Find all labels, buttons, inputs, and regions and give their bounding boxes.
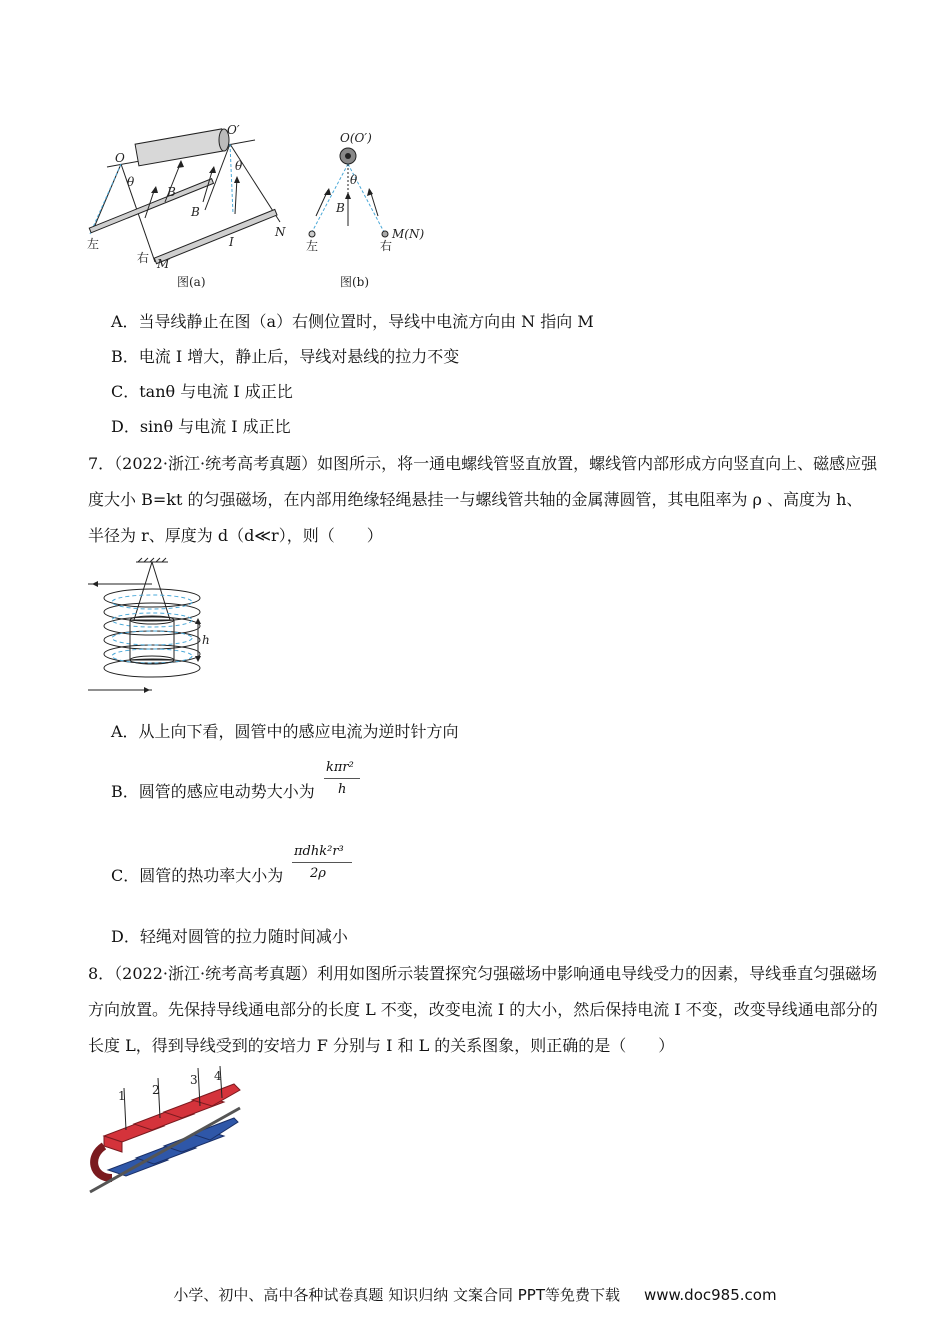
footer-text: 小学、初中、高中各种试卷真题 知识归纳 文案合同 PPT等免费下载 xyxy=(173,1286,620,1304)
label-N: N xyxy=(275,225,286,239)
figure-a xyxy=(85,122,305,290)
solenoid-figure xyxy=(86,558,226,698)
label-theta-1: θ xyxy=(127,175,135,189)
magnets-figure xyxy=(88,1066,248,1200)
label-theta-2: θ xyxy=(235,159,243,173)
q7-option-d: D．轻绳对圆管的拉力随时间减小 xyxy=(111,927,348,946)
label-B-1: B xyxy=(167,185,176,199)
label-O-prime: O′ xyxy=(227,123,240,137)
figure-b-caption: 图(b) xyxy=(340,275,370,289)
label-right-b: 右 xyxy=(380,239,393,253)
q7-option-c: C．圆管的热功率大小为 xyxy=(111,866,284,885)
label-left-b: 左 xyxy=(306,239,319,253)
figure-a-caption: 图(a) xyxy=(177,275,206,289)
label-I: I xyxy=(229,235,234,249)
label-M-N: M(N) xyxy=(392,227,425,241)
magnet-label-3: 3 xyxy=(190,1073,198,1087)
label-O-O-prime: O(O′) xyxy=(340,131,372,145)
magnet-label-4: 4 xyxy=(214,1069,222,1083)
label-O: O xyxy=(115,151,125,165)
q7-c-numerator: πdhk²r³ xyxy=(294,844,344,859)
label-B: B xyxy=(336,201,345,215)
label-h: h xyxy=(202,633,210,647)
q8-stem: 8．（2022·浙江·统考高考真题）利用如图所示装置探究匀强磁场中影响通电导线受力的因素，导线垂直匀强磁场方向放置。先保持导线通电部分的长度 L 不变，改变电流 I 的大小，然后保持电流 I 不变，改变导线通电部分的长度 L，得到导线受到的安培力 F 分别与 I 和 L 的关系图象，则正确的是（ ） xyxy=(88,964,878,1055)
q7-stem: 7．（2022·浙江·统考高考真题）如图所示，将一通电螺线管竖直放置，螺线管内部形成方向竖直向上、磁感应强度大小 B=kt 的匀强磁场，在内部用绝缘轻绳悬挂一与螺线管共轴的金属薄圆管，其电阻率为 ρ 、高度为 h、半径为 r、厚度为 d（d≪r），则（ ） xyxy=(88,454,878,545)
q6-option-d: D．sinθ 与电流 I 成正比 xyxy=(111,417,291,436)
q7-c-fraction-bar xyxy=(292,862,352,863)
label-left: 左 xyxy=(87,237,100,251)
magnet-label-1: 1 xyxy=(118,1089,126,1103)
label-theta: θ xyxy=(350,173,358,187)
q6-option-b: B．电流 I 增大，静止后，导线对悬线的拉力不变 xyxy=(111,347,460,366)
q7-option-a: A．从上向下看，圆管中的感应电流为逆时针方向 xyxy=(111,722,459,741)
label-right: 右 xyxy=(137,251,150,265)
label-B-2: B xyxy=(191,205,200,219)
q7-b-numerator: kπr² xyxy=(326,760,354,775)
page-footer xyxy=(0,1284,950,1305)
q6-option-c: C．tanθ 与电流 I 成正比 xyxy=(111,382,293,401)
footer-link[interactable]: www.doc985.com xyxy=(643,1286,777,1304)
q7-b-denominator: h xyxy=(338,782,347,797)
q7-option-b: B．圆管的感应电动势大小为 xyxy=(111,782,315,801)
q7-b-fraction-bar xyxy=(324,778,360,779)
label-M: M xyxy=(157,257,170,271)
magnet-label-2: 2 xyxy=(152,1083,160,1097)
q7-c-denominator: 2ρ xyxy=(310,866,326,881)
figure-b xyxy=(300,128,425,290)
q6-option-a: A．当导线静止在图（a）右侧位置时，导线中电流方向由 N 指向 M xyxy=(111,312,594,331)
